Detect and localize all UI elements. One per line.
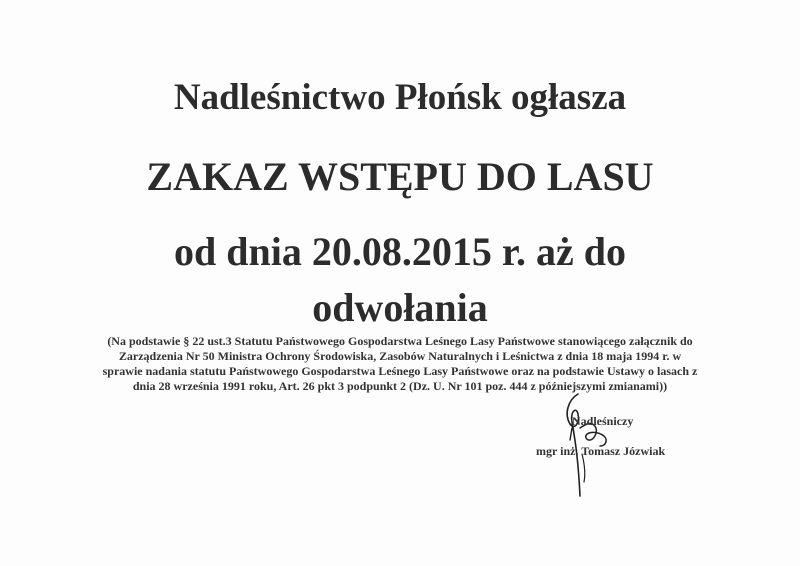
signatory-name: mgr inż. Tomasz Józwiak (536, 444, 666, 458)
signatory-title: Nadleśniczy (572, 414, 634, 428)
legal-basis (60, 334, 740, 394)
notice-date-line-2: odwołania (312, 285, 488, 330)
notice-title: ZAKAZ WSTĘPU DO LASU (146, 154, 654, 199)
legal-basis-line-4: dnia 28 września 1991 roku, Art. 26 pkt 3 podpunkt 2 (Dz. U. Nr 101 poz. 444 z późniejszymi zmianami)) (132, 379, 668, 393)
legal-basis-line-2: Zarządzenia Nr 50 Ministra Ochrony Środowiska, Zasobów Naturalnych i Leśnictwa z dnia 18 maja 1994 r. w (118, 349, 682, 363)
notice-heading: Nadleśnictwo Płońsk ogłasza (173, 77, 627, 118)
legal-basis-line-1: (Na podstawie § 22 ust.3 Statutu Państwowego Gospodarstwa Leśnego Lasy Państwowe stanowiącego załącznik do (107, 334, 693, 348)
legal-basis-line-3: sprawie nadania statutu Państwowego Gospodarstwa Leśnego Lasy Państwowe oraz na podstawie Ustawy o lasach z (102, 364, 698, 378)
handwritten-signature (556, 384, 616, 500)
notice-date-line-1: od dnia 20.08.2015 r. aż do (174, 229, 626, 274)
